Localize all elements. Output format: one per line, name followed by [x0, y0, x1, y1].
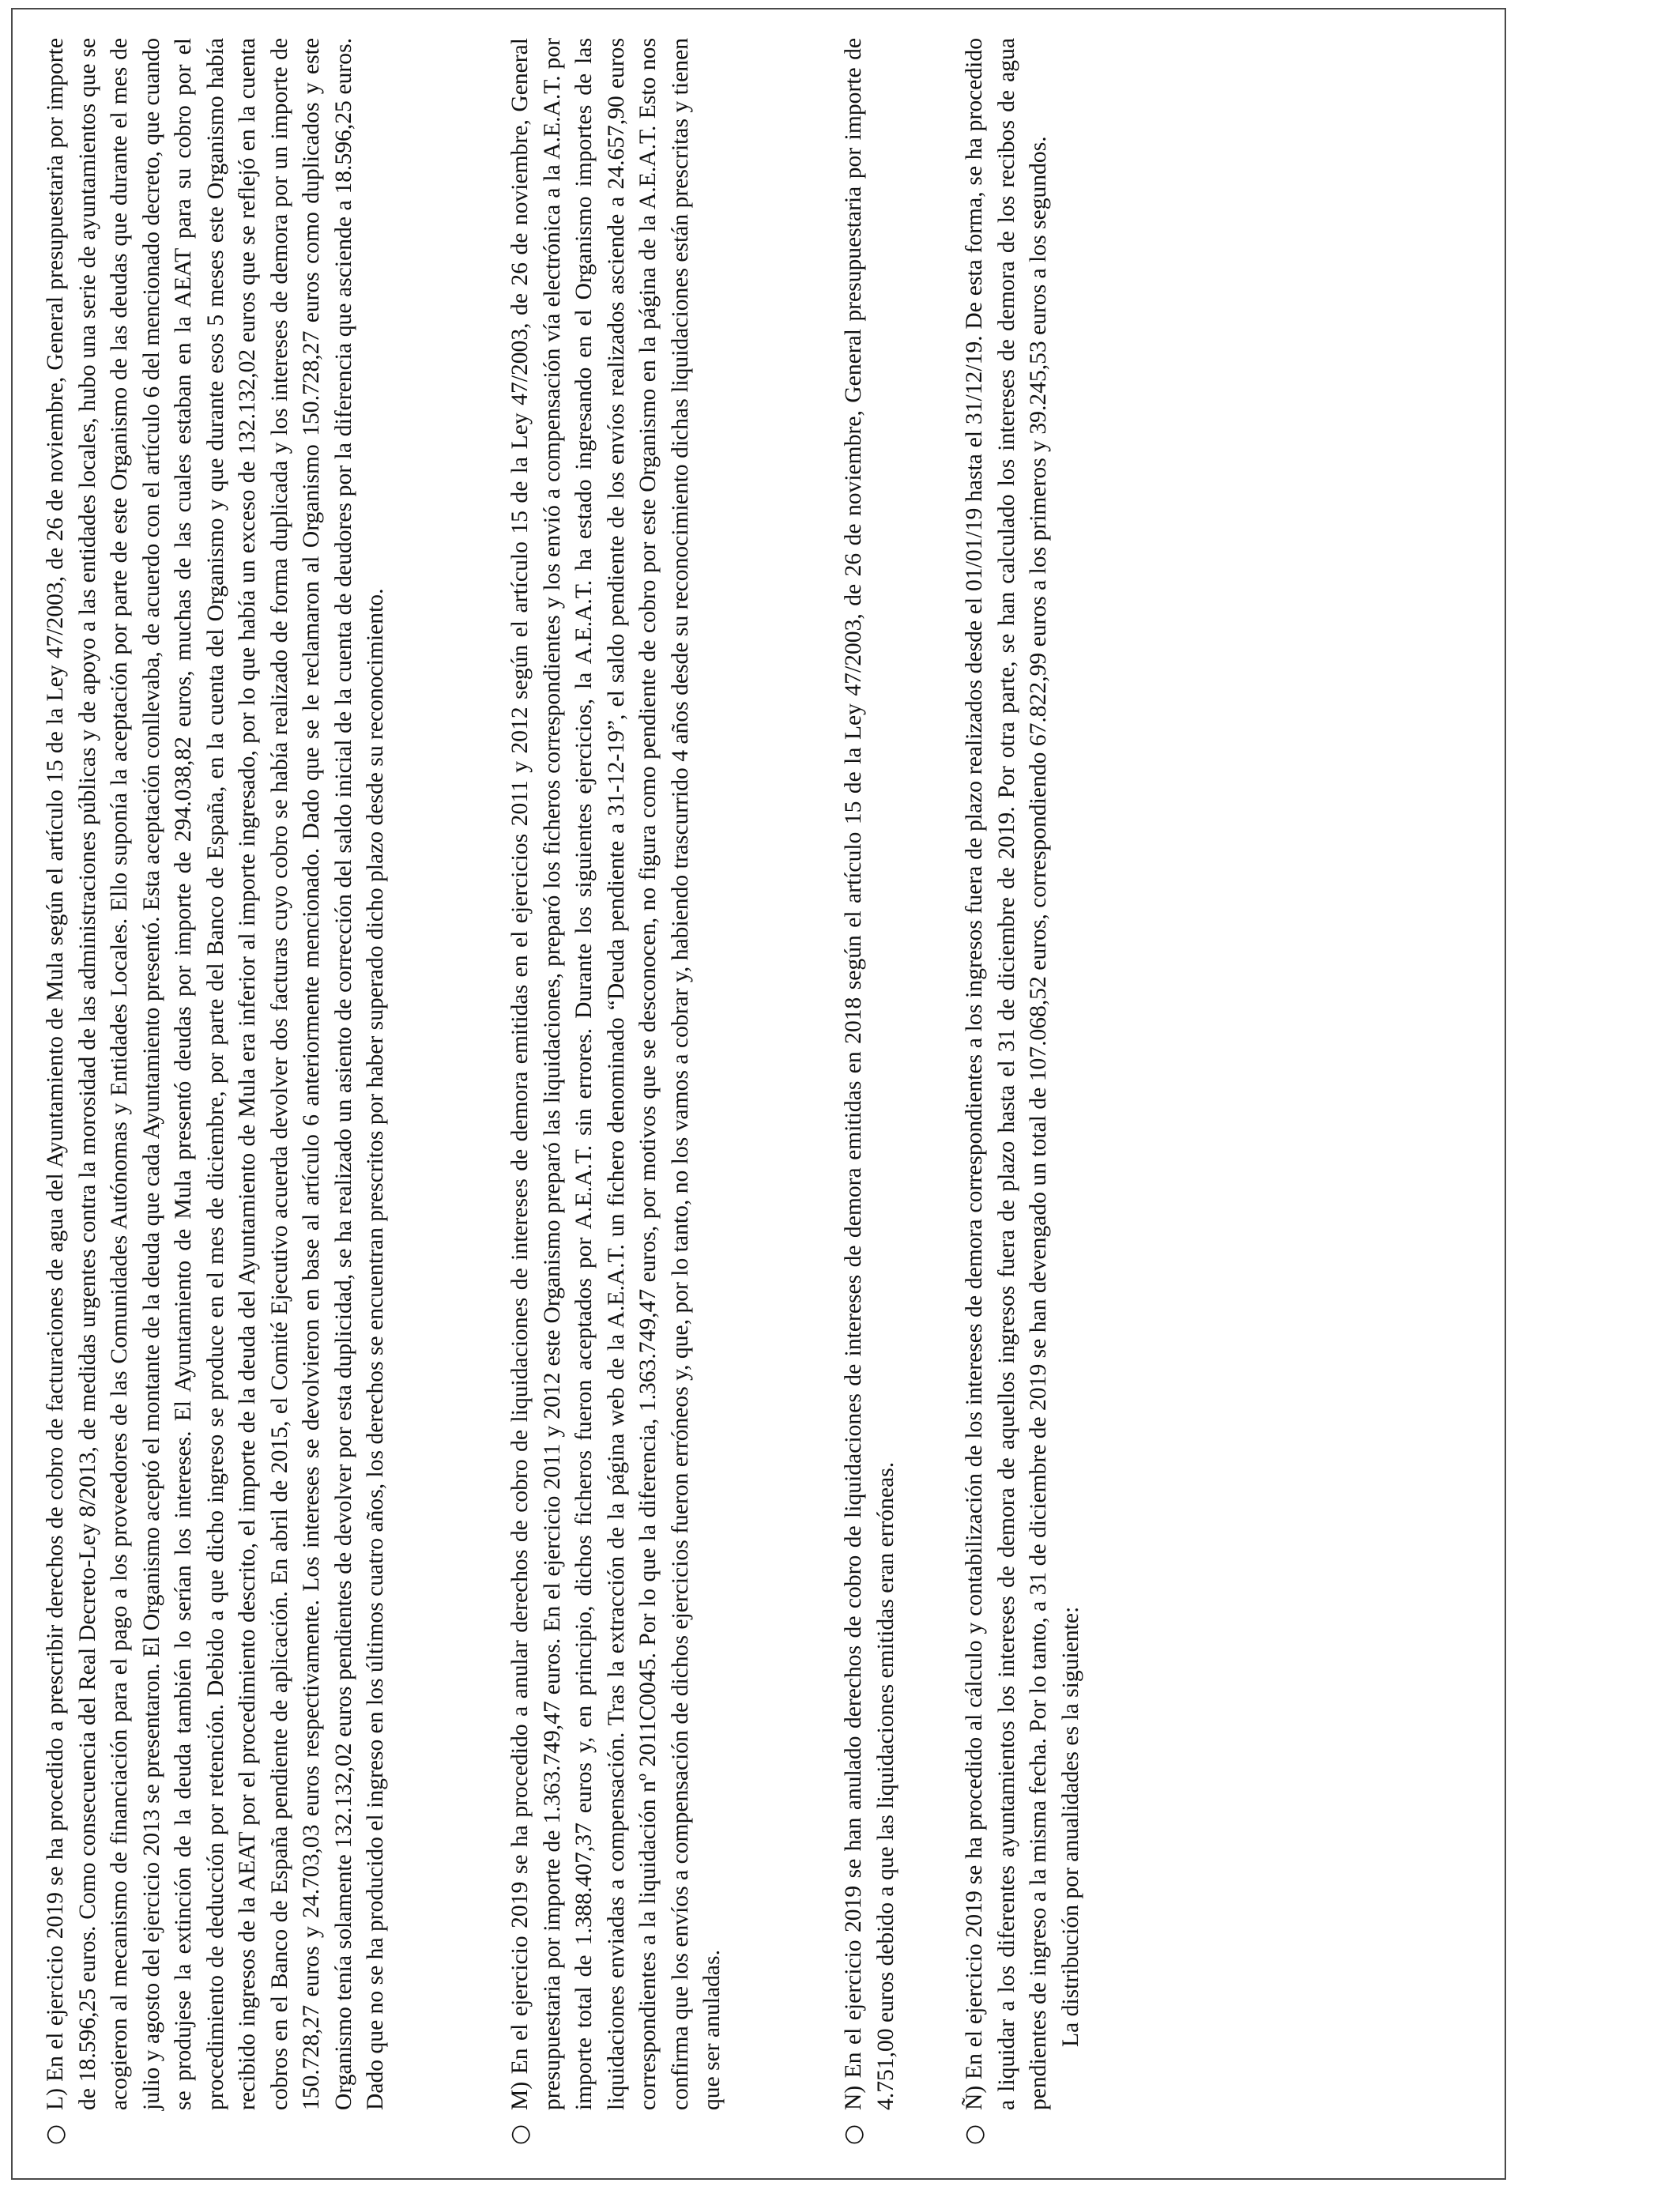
paragraph-m-text: M) En el ejercicio 2019 se ha procedido a anular derechos de cobro de liquidaciones de intereses de demora emitidas en el ejercicios 2011 y 2012 según el artículo 15 de la Ley 47/2003, de 26 de noviembre, General presupuestaria por importe de 1.363.749,47 euros. En el ejercicio 2011 y 2012 este Organismo preparó las liquidaciones, preparó los ficheros correspondientes y los envió a compensación vía electrónica a la A.E.A.T. por importe total de 1.388.407,37 euros y, en principio, dichos ficheros fueron aceptados por A.E.A.T. sin errores. Durante los siguientes ejercicios, la A.E.A.T. ha estado ingresando en el Organismo importes de las liquidaciones enviadas a compensación. Tras la extracción de la página web de la A.E.A.T. un fichero denominado “Deuda pendiente a 31-12-19”, el saldo pendiente de los envíos realizados asciende a 24.657,90 euros correspondientes a la liquidación nº 2011C0045. Por lo que la diferencia, 1.363.749,47 euros, por motivos que se desconocen, no figura como pendiente de cobro por este Organismo en la página de la A.E.A.T. Esto nos confirma que los envíos a compensación de dichos ejercicios fueron erróneos y, que, por lo tanto, no los vamos a cobrar y, habiendo trascurrido 4 años desde su reconocimiento dichas liquidaciones están prescritas y tienen que ser anuladas. [507, 38, 725, 2110]
paragraph-l-text: L) En el ejercicio 2019 se ha procedido a prescribir derechos de cobro de facturaciones de agua del Ayuntamiento de Mula según el artículo 15 de la Ley 47/2003, de 26 de noviembre, General presupuestaria por importe de 18.596,25 euros. Como consecuencia del Real Decreto-Ley 8/2013, de medidas urgentes contra la morosidad de las administraciones públicas y de apoyo a las entidades locales, hubo una serie de ayuntamientos que se acogieron al mecanismo de financiación para el pago a los proveedores de las Comunidades Autónomas y Entidades Locales. Ello suponía la aceptación por parte de este Organismo de las deudas que durante el mes de julio y agosto del ejercicio 2013 se presentaron. El Organismo aceptó el montante de la deuda que cada Ayuntamiento presentó. Esta aceptación conllevaba, de acuerdo con el artículo 6 del mencionado decreto, que cuando se produjese la extinción de la deuda también lo serían los intereses. El Ayuntamiento de Mula presentó deudas por importe de 294.038,82 euros, muchas de las cuales estaban en la AEAT para su cobro por el procedimiento de deducción por retención. Debido a que dicho ingreso se produce en el mes de diciembre, por parte del Banco de España, en la cuenta del Organismo y que durante esos 5 meses este Organismo había recibido ingresos de la AEAT por el procedimiento descrito, el importe de la deuda del Ayuntamiento de Mula era inferior al importe ingresado, por lo que había un exceso de 132.132,02 euros que se reflejó en la cuenta cobros en el Banco de España pendiente de aplicación. En abril de 2015, el Comité Ejecutivo acuerda devolver dos facturas cuyo cobro se había realizado de forma duplicada y los intereses de demora por un importe de 150.728,27 euros y 24.703,03 euros respectivamente. Los intereses se devolvieron en base al artículo 6 anteriormente mencionado. Dado que se le reclamaron al Organismo 150.728,27 euros como duplicados y este Organismo tenía solamente 132.132,02 euros pendientes de devolver por esta duplicidad, se ha realizado un asiento de corrección del saldo inicial de la cuenta de deudores por la diferencia que asciende a 18.596,25 euros. Dado que no se ha producido el ingreso en los últimos cuatro años, los derechos se encuentran prescritos por haber superado dicho plazo desde su reconocimiento. [43, 38, 388, 2110]
paragraph-enie-body [959, 38, 1087, 2110]
paragraph-n-text: N) En el ejercicio 2019 se han anulado derechos de cobro de liquidaciones de intereses de demora emitidas en 2018 según el artículo 15 de la Ley 47/2003, de 26 de noviembre, General presupuestaria por importe de 4.751,00 euros debido a que las liquidaciones emitidas eran erróneas. [841, 38, 898, 2110]
bullet-icon: ○ [960, 2124, 988, 2145]
bullet-icon: ○ [839, 2124, 867, 2145]
paragraph-enie-text: Ñ) En el ejercicio 2019 se ha procedido al cálculo y contabilización de los intereses de demora correspondientes a los ingresos fuera de plazo realizados desde el 01/01/19 hasta el 31/12/19. De esta forma, se ha procedido a liquidar a los diferentes ayuntamientos los intereses de demora de aquellos ingresos fuera de plazo hasta el 31 de diciembre de 2019. Por otra parte, se han calculado los intereses de demora de los recibos de agua pendientes de ingreso a la misma fecha. Por lo tanto, a 31 de diciembre de 2019 se han devengado un total de 107.068,52 euros, correspondiendo 67.822,99 euros a los primeros y 39.245,53 euros a los segundos. [962, 38, 1051, 2110]
bullet-icon: ○ [506, 2124, 533, 2145]
rotated-page-content [40, 30, 1486, 2156]
bullet-icon: ○ [41, 2124, 69, 2145]
paragraph-enie-followup: La distribución por anualidades es la siguiente: [1057, 1606, 1083, 2047]
